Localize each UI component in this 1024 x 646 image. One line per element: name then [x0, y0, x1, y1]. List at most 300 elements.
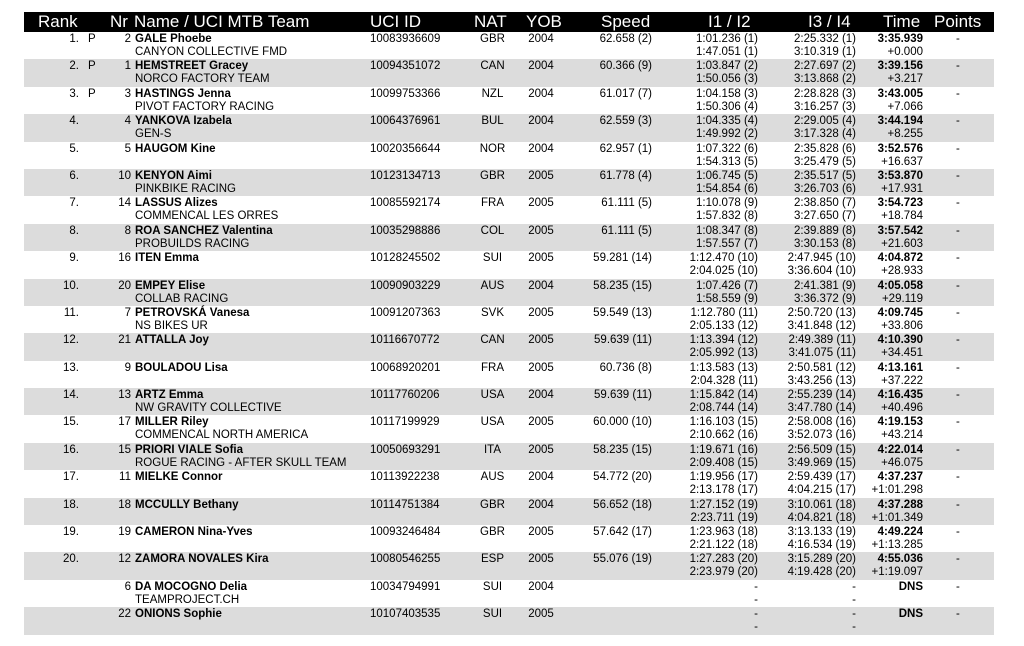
- year-of-birth: 2004: [528, 389, 554, 402]
- nationality: AUS: [480, 471, 505, 484]
- split-i2: 2:04.025 (10): [689, 265, 758, 278]
- rider-name: LASSUS Alizes: [135, 197, 218, 210]
- split-i3: 2:35.828 (6): [793, 142, 856, 155]
- split-i1: 1:12.780 (11): [690, 306, 758, 319]
- speed-value: 61.017 (7): [599, 87, 652, 100]
- points-value: -: [956, 224, 960, 237]
- team-name: PIVOT FACTORY RACING: [135, 100, 275, 113]
- table-row: [24, 224, 994, 251]
- split-i1: 1:27.283 (20): [689, 553, 758, 566]
- bib-number: 5: [124, 142, 131, 155]
- speed-value: 54.772 (20): [593, 471, 652, 484]
- table-row: [24, 470, 994, 497]
- time-gap: +34.451: [881, 347, 923, 360]
- year-of-birth: 2004: [528, 580, 554, 593]
- split-i4: 4:04.821 (18): [787, 511, 856, 524]
- uci-id: 10085592174: [370, 197, 441, 210]
- speed-value: 60.366 (9): [599, 60, 652, 73]
- year-of-birth: 2004: [528, 60, 554, 73]
- split-i4: -: [852, 593, 856, 606]
- split-i3: 3:10.061 (18): [787, 498, 856, 511]
- nationality: GBR: [480, 526, 505, 539]
- table-row: [24, 59, 994, 86]
- time-gap: +33.806: [881, 319, 923, 332]
- rider-name: ITEN Emma: [135, 252, 199, 265]
- split-i3: -: [852, 580, 856, 593]
- time-gap: +1:13.285: [871, 539, 923, 552]
- uci-id: 10050693291: [370, 443, 441, 456]
- time-gap: +37.222: [881, 374, 923, 387]
- header-i3-i4: I3 / I4: [808, 12, 851, 31]
- nationality: ITA: [483, 443, 502, 456]
- uci-id: 10083936609: [370, 33, 441, 45]
- year-of-birth: 2004: [528, 115, 554, 128]
- rank-cell: 6.: [69, 169, 79, 182]
- uci-id: 10113922238: [370, 471, 440, 484]
- uci-id: 10116670772: [370, 334, 440, 347]
- uci-id: 10034794991: [370, 580, 441, 593]
- points-value: -: [956, 498, 960, 511]
- split-i3: 3:15.289 (20): [787, 553, 856, 566]
- rank-cell: 17.: [63, 471, 79, 484]
- finish-time: 4:05.058: [877, 279, 923, 292]
- finish-time: 3:54.723: [877, 197, 923, 210]
- split-i2: 2:08.744 (14): [689, 402, 758, 415]
- rank-cell: 3.: [69, 87, 79, 100]
- finish-time: 4:55.036: [877, 553, 923, 566]
- bib-number: 11: [119, 471, 131, 484]
- table-row: [24, 32, 994, 59]
- split-i1: 1:03.847 (2): [695, 60, 758, 73]
- points-value: -: [956, 526, 960, 539]
- split-i2: 1:50.056 (3): [695, 73, 758, 86]
- bib-number: 10: [118, 169, 131, 182]
- split-i2: 1:49.992 (2): [695, 128, 758, 141]
- nationality: SVK: [480, 306, 504, 319]
- split-i3: 2:47.945 (10): [787, 252, 856, 265]
- split-i4: 3:36.372 (9): [793, 292, 856, 305]
- split-i3: 2:25.332 (1): [793, 33, 856, 45]
- finish-time: 3:43.005: [877, 87, 923, 100]
- rank-cell: 11.: [63, 306, 79, 319]
- team-name: COMMENCAL NORTH AMERICA: [135, 429, 309, 442]
- table-header: [24, 12, 994, 32]
- rider-name: HASTINGS Jenna: [135, 87, 231, 100]
- split-i1: 1:10.078 (9): [695, 197, 758, 210]
- speed-value: 61.111 (5): [601, 224, 652, 237]
- finish-time: 4:22.014: [877, 443, 923, 456]
- split-i3: 2:35.517 (5): [793, 169, 856, 182]
- team-name: TEAMPROJECT.CH: [135, 593, 240, 606]
- table-row: [24, 415, 994, 442]
- year-of-birth: 2005: [528, 197, 554, 210]
- rank-cell: 1.: [69, 33, 79, 45]
- split-i4: 4:16.534 (19): [787, 539, 856, 552]
- rider-name: HAUGOM Kine: [135, 142, 216, 155]
- team-name: COMMENCAL LES ORRES: [135, 210, 279, 223]
- time-gap: +43.214: [881, 429, 923, 442]
- split-i1: 1:27.152 (19): [689, 498, 758, 511]
- time-gap: +1:01.349: [871, 511, 923, 524]
- rank-cell: 16.: [63, 443, 79, 456]
- time-gap: +21.603: [881, 237, 923, 250]
- split-i3: -: [852, 608, 856, 621]
- points-value: -: [956, 471, 960, 484]
- year-of-birth: 2004: [528, 142, 554, 155]
- split-i4: 3:25.479 (5): [793, 155, 856, 168]
- split-i3: 2:28.828 (3): [793, 87, 856, 100]
- rider-name: MCCULLY Bethany: [135, 498, 239, 511]
- nationality: BUL: [481, 115, 504, 128]
- time-gap: +46.075: [881, 456, 923, 469]
- finish-time: 3:57.542: [877, 224, 923, 237]
- uci-id: 10035298886: [370, 224, 441, 237]
- split-i1: 1:13.583 (13): [689, 361, 758, 374]
- team-name: NW GRAVITY COLLECTIVE: [135, 402, 282, 415]
- rank-cell: 9.: [69, 252, 79, 265]
- points-value: -: [956, 306, 960, 319]
- split-i2: 1:58.559 (9): [695, 292, 758, 305]
- uci-id: 10093246484: [370, 526, 441, 539]
- nationality: USA: [480, 389, 505, 402]
- finish-time: 4:09.745: [877, 306, 923, 319]
- time-gap: +40.496: [881, 402, 923, 415]
- speed-value: 60.000 (10): [593, 416, 652, 429]
- header-time: Time: [883, 12, 921, 31]
- rider-name: ZAMORA NOVALES Kira: [135, 553, 269, 566]
- speed-value: 62.658 (2): [599, 33, 652, 45]
- year-of-birth: 2004: [528, 33, 554, 45]
- rider-name: EMPEY Elise: [135, 279, 206, 292]
- split-i1: 1:06.745 (5): [695, 169, 758, 182]
- bib-number: 3: [124, 87, 131, 100]
- split-i2: 1:54.313 (5): [695, 155, 758, 168]
- rider-name: ROA SANCHEZ Valentina: [135, 224, 273, 237]
- split-i3: 2:29.005 (4): [793, 115, 856, 128]
- uci-id: 10117199929: [370, 416, 440, 429]
- uci-id: 10068920201: [370, 361, 441, 374]
- year-of-birth: 2005: [528, 416, 554, 429]
- speed-value: 61.778 (4): [599, 169, 652, 182]
- points-value: -: [956, 60, 960, 73]
- split-i4: 3:16.257 (3): [793, 100, 856, 113]
- finish-time: 4:37.288: [877, 498, 923, 511]
- points-value: -: [956, 361, 960, 374]
- rank-cell: 13.: [63, 361, 79, 374]
- split-i4: 3:41.848 (12): [787, 319, 856, 332]
- rank-cell: 18.: [63, 498, 79, 511]
- rider-name: BOULADOU Lisa: [135, 361, 228, 374]
- rank-cell: 19.: [63, 526, 79, 539]
- nationality: GBR: [480, 498, 505, 511]
- split-i2: 1:50.306 (4): [695, 100, 758, 113]
- table-row: [24, 169, 994, 196]
- split-i1: 1:07.426 (7): [695, 279, 758, 292]
- split-i4: -: [852, 621, 856, 634]
- nationality: AUS: [480, 279, 505, 292]
- split-i4: 3:36.604 (10): [787, 265, 856, 278]
- split-i2: 2:23.979 (20): [689, 566, 758, 579]
- split-i2: 2:05.133 (12): [689, 319, 758, 332]
- split-i4: 4:19.428 (20): [787, 566, 856, 579]
- speed-value: 62.559 (3): [599, 115, 652, 128]
- bib-number: 6: [124, 580, 131, 593]
- nationality: CAN: [480, 60, 505, 73]
- split-i3: 2:59.439 (17): [787, 471, 856, 484]
- year-of-birth: 2005: [528, 553, 554, 566]
- uci-id: 10114751384: [370, 498, 440, 511]
- rider-name: MILLER Riley: [135, 416, 209, 429]
- split-i4: 3:26.703 (6): [793, 182, 856, 195]
- points-value: -: [956, 608, 960, 621]
- uci-id: 10117760206: [370, 389, 440, 402]
- rider-name: DA MOCOGNO Delia: [135, 580, 248, 593]
- finish-time: DNS: [898, 580, 923, 593]
- rank-cell: 5.: [69, 142, 79, 155]
- split-i1: 1:04.158 (3): [695, 87, 758, 100]
- team-name: CANYON COLLECTIVE FMD: [135, 46, 288, 58]
- bib-number: 2: [124, 33, 131, 45]
- rider-name: PETROVSKÁ Vanesa: [135, 306, 250, 319]
- split-i3: 2:41.381 (9): [793, 279, 856, 292]
- nationality: ESP: [480, 553, 504, 566]
- team-name: PINKBIKE RACING: [135, 182, 236, 195]
- year-of-birth: 2005: [528, 169, 554, 182]
- split-i2: 2:23.711 (19): [690, 511, 758, 524]
- points-value: -: [956, 279, 960, 292]
- nationality: GBR: [480, 33, 505, 45]
- rider-name: YANKOVA Izabela: [135, 115, 232, 128]
- rider-name: GALE Phoebe: [135, 33, 212, 45]
- year-of-birth: 2004: [528, 471, 554, 484]
- uci-id: 10099753366: [370, 87, 441, 100]
- team-name: ROGUE RACING - AFTER SKULL TEAM: [135, 456, 347, 469]
- split-i4: 3:43.256 (13): [787, 374, 856, 387]
- split-i2: 2:09.408 (15): [689, 456, 758, 469]
- finish-time: 4:13.161: [877, 361, 923, 374]
- nationality: NOR: [479, 142, 506, 155]
- split-i2: 1:57.557 (7): [695, 237, 758, 250]
- finish-time: 3:52.576: [877, 142, 923, 155]
- points-value: -: [956, 334, 960, 347]
- bib-number: 19: [118, 526, 131, 539]
- split-i3: 2:56.509 (15): [787, 443, 856, 456]
- speed-value: 58.235 (15): [593, 443, 652, 456]
- points-value: -: [956, 416, 960, 429]
- podium-marker: P: [88, 33, 96, 45]
- finish-time: 4:49.224: [877, 526, 923, 539]
- speed-value: 57.642 (17): [593, 526, 652, 539]
- time-gap: +1:01.298: [871, 484, 923, 497]
- header-name: Name / UCI MTB Team: [134, 12, 310, 31]
- table-row: [24, 87, 994, 114]
- finish-time: DNS: [898, 608, 923, 621]
- team-name: PROBUILDS RACING: [135, 237, 250, 250]
- points-value: -: [956, 197, 960, 210]
- split-i4: 3:52.073 (16): [787, 429, 856, 442]
- rider-name: CAMERON Nina-Yves: [135, 526, 253, 539]
- split-i4: 3:49.969 (15): [787, 456, 856, 469]
- speed-value: 58.235 (15): [593, 279, 652, 292]
- table-row: [24, 498, 994, 525]
- uci-id: 10128245502: [370, 252, 441, 265]
- table-row: [24, 580, 994, 607]
- speed-value: 62.957 (1): [599, 142, 652, 155]
- uci-id: 10064376961: [370, 115, 441, 128]
- table-body: [24, 32, 994, 635]
- finish-time: 3:35.939: [877, 33, 923, 45]
- split-i2: 2:05.992 (13): [689, 347, 758, 360]
- split-i1: 1:08.347 (8): [695, 224, 758, 237]
- time-gap: +1:19.097: [871, 566, 923, 579]
- split-i1: 1:04.335 (4): [695, 115, 758, 128]
- uci-id: 10090903229: [370, 279, 441, 292]
- speed-value: 59.639 (11): [594, 389, 652, 402]
- speed-value: 59.281 (14): [593, 252, 652, 265]
- speed-value: 60.736 (8): [599, 361, 652, 374]
- points-value: -: [956, 553, 960, 566]
- points-value: -: [956, 252, 960, 265]
- bib-number: 22: [118, 608, 131, 621]
- split-i3: 2:58.008 (16): [787, 416, 856, 429]
- uci-id: 10091207363: [370, 306, 441, 319]
- points-value: -: [956, 87, 960, 100]
- year-of-birth: 2005: [528, 252, 554, 265]
- bib-number: 16: [118, 252, 131, 265]
- split-i1: 1:15.842 (14): [689, 389, 758, 402]
- split-i3: 2:38.850 (7): [793, 197, 856, 210]
- team-name: GEN-S: [135, 128, 172, 141]
- split-i4: 3:27.650 (7): [793, 210, 856, 223]
- rank-cell: 15.: [63, 416, 79, 429]
- table-row: [24, 306, 994, 333]
- split-i2: 1:54.854 (6): [695, 182, 758, 195]
- header-i1-i2: I1 / I2: [708, 12, 751, 31]
- rider-name: MIELKE Connor: [135, 471, 223, 484]
- split-i1: 1:13.394 (12): [689, 334, 758, 347]
- split-i1: -: [754, 580, 758, 593]
- split-i3: 3:13.133 (19): [787, 526, 856, 539]
- team-name: NORCO FACTORY TEAM: [135, 73, 270, 86]
- split-i3: 2:55.239 (14): [787, 389, 856, 402]
- table-row: [24, 333, 994, 360]
- split-i3: 2:27.697 (2): [793, 60, 856, 73]
- uci-id: 10123134713: [370, 169, 441, 182]
- team-name: COLLAB RACING: [135, 292, 229, 305]
- split-i2: 2:04.328 (11): [690, 374, 758, 387]
- bib-number: 21: [118, 334, 131, 347]
- points-value: -: [956, 142, 960, 155]
- split-i2: 2:10.662 (16): [689, 429, 758, 442]
- time-gap: +29.119: [881, 292, 923, 305]
- uci-id: 10020356644: [370, 142, 441, 155]
- split-i2: 1:47.051 (1): [695, 46, 758, 58]
- bib-number: 8: [124, 224, 131, 237]
- table-row: [24, 251, 994, 278]
- split-i1: 1:16.103 (15): [689, 416, 758, 429]
- rider-name: ARTZ Emma: [135, 389, 204, 402]
- rider-name: ONIONS Sophie: [135, 608, 222, 621]
- table-row: [24, 443, 994, 470]
- header-uci-id: UCI ID: [370, 12, 421, 31]
- nationality: FRA: [481, 361, 504, 374]
- year-of-birth: 2005: [528, 224, 554, 237]
- split-i2: 2:13.178 (17): [689, 484, 758, 497]
- header-yob: YOB: [526, 12, 562, 31]
- finish-time: 4:19.153: [877, 416, 923, 429]
- rank-cell: 20.: [63, 553, 79, 566]
- year-of-birth: 2004: [528, 498, 554, 511]
- podium-marker: P: [88, 60, 96, 73]
- nationality: CAN: [480, 334, 505, 347]
- split-i4: 3:17.328 (4): [793, 128, 856, 141]
- year-of-birth: 2005: [528, 361, 554, 374]
- speed-value: 56.652 (18): [593, 498, 652, 511]
- split-i1: 1:19.956 (17): [689, 471, 758, 484]
- speed-value: 59.549 (13): [593, 306, 652, 319]
- split-i4: 3:10.319 (1): [793, 46, 856, 58]
- points-value: -: [956, 115, 960, 128]
- points-value: -: [956, 443, 960, 456]
- uci-id: 10107403535: [370, 608, 441, 621]
- split-i3: 2:39.889 (8): [793, 224, 856, 237]
- speed-value: 55.076 (19): [593, 553, 652, 566]
- table-row: [24, 525, 994, 552]
- header-speed: Speed: [601, 12, 651, 31]
- finish-time: 3:53.870: [877, 169, 923, 182]
- split-i1: -: [754, 608, 758, 621]
- year-of-birth: 2004: [528, 87, 554, 100]
- nationality: SUI: [482, 608, 503, 621]
- year-of-birth: 2005: [528, 526, 554, 539]
- header-nr: Nr: [110, 12, 128, 31]
- time-gap: +17.931: [881, 182, 923, 195]
- finish-time: 4:16.435: [877, 389, 923, 402]
- table-row: [24, 607, 994, 634]
- bib-number: 20: [118, 279, 131, 292]
- split-i4: 3:41.075 (11): [788, 347, 856, 360]
- time-gap: +3.217: [887, 73, 923, 86]
- split-i3: 2:50.581 (12): [787, 361, 856, 374]
- table-row: [24, 552, 994, 579]
- split-i2: 1:57.832 (8): [695, 210, 758, 223]
- split-i2: 2:21.122 (18): [689, 539, 758, 552]
- points-value: -: [956, 33, 960, 45]
- rank-cell: 12.: [63, 334, 79, 347]
- year-of-birth: 2005: [528, 306, 554, 319]
- finish-time: 4:37.237: [877, 471, 923, 484]
- rank-cell: 14.: [63, 389, 79, 402]
- rider-name: ATTALLA Joy: [135, 334, 209, 347]
- team-name: NS BIKES UR: [135, 319, 208, 332]
- table-row: [24, 361, 994, 388]
- rank-cell: 7.: [69, 197, 79, 210]
- rider-name: HEMSTREET Gracey: [135, 60, 249, 73]
- table-row: [24, 388, 994, 415]
- finish-time: 3:39.156: [877, 60, 923, 73]
- header-points: Points: [934, 12, 982, 31]
- year-of-birth: 2005: [528, 443, 554, 456]
- rank-cell: 4.: [69, 115, 79, 128]
- table-row: [24, 142, 994, 169]
- nationality: USA: [480, 416, 505, 429]
- finish-time: 3:44.194: [877, 115, 923, 128]
- split-i1: 1:01.236 (1): [695, 33, 758, 45]
- speed-value: 59.639 (11): [594, 334, 652, 347]
- year-of-birth: 2005: [528, 608, 554, 621]
- split-i3: 2:49.389 (11): [788, 334, 856, 347]
- split-i1: 1:07.322 (6): [695, 142, 758, 155]
